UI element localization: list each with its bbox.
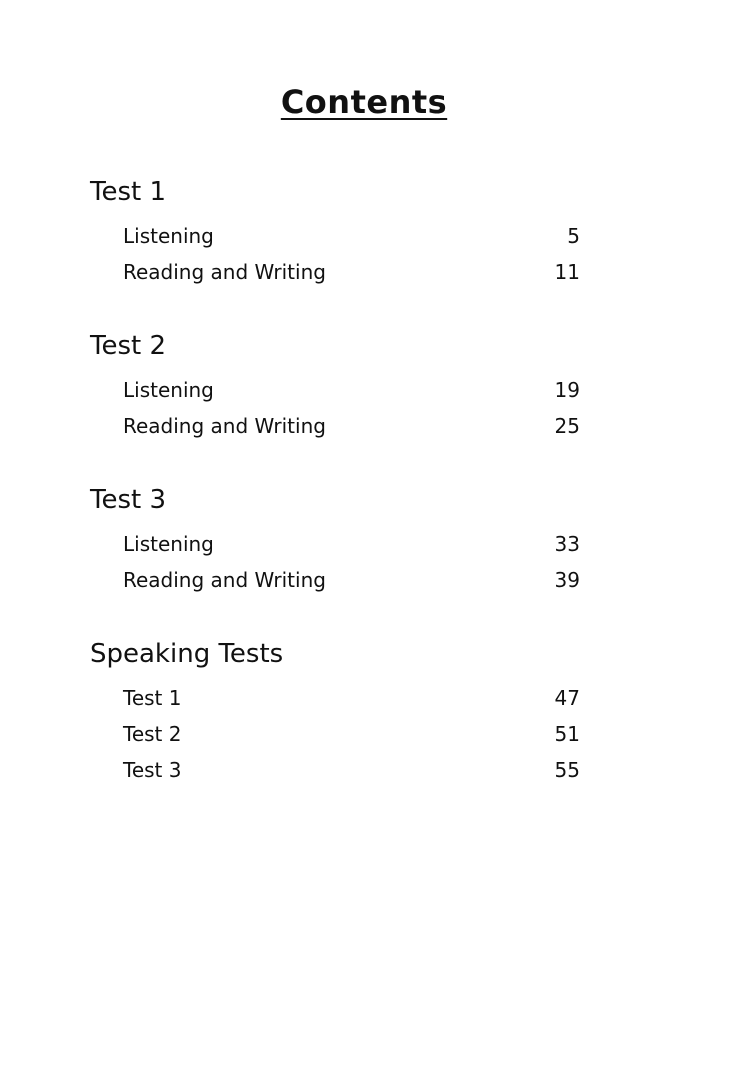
toc-entry[interactable]: [90, 372, 580, 408]
entry-page-number: 25: [554, 414, 580, 438]
toc-entry[interactable]: [90, 716, 580, 752]
toc-entry[interactable]: [90, 562, 580, 598]
entry-label: Test 3: [123, 758, 182, 782]
section-title: Test 3: [90, 485, 167, 515]
toc-section-test-2: [90, 326, 580, 444]
entry-page-number: 47: [554, 686, 580, 710]
section-title: Test 2: [90, 331, 167, 361]
toc-entry[interactable]: [90, 254, 580, 290]
entry-label: Reading and Writing: [123, 414, 326, 438]
entry-page-number: 55: [554, 758, 580, 782]
toc-section-test-1: [90, 172, 580, 290]
page-title: Contents: [280, 83, 448, 122]
entry-page-number: 5: [567, 224, 580, 248]
entry-page-number: 51: [554, 722, 580, 746]
toc-entry[interactable]: [90, 680, 580, 716]
toc-entry[interactable]: [90, 752, 580, 788]
entry-page-number: 11: [554, 260, 580, 284]
entry-label: Listening: [123, 532, 214, 556]
toc-section-test-3: [90, 480, 580, 598]
entry-label: Reading and Writing: [123, 260, 326, 284]
toc-entry[interactable]: [90, 218, 580, 254]
entry-page-number: 39: [554, 568, 580, 592]
section-title: Test 1: [90, 177, 167, 207]
entry-label: Listening: [123, 224, 214, 248]
section-title: Speaking Tests: [90, 639, 284, 669]
toc-section-speaking-tests: [90, 634, 580, 788]
entry-page-number: 33: [554, 532, 580, 556]
entry-label: Test 1: [123, 686, 182, 710]
entry-label: Listening: [123, 378, 214, 402]
toc-entry[interactable]: [90, 408, 580, 444]
toc-entry[interactable]: [90, 526, 580, 562]
entry-label: Test 2: [123, 722, 182, 746]
entry-label: Reading and Writing: [123, 568, 326, 592]
entry-page-number: 19: [554, 378, 580, 402]
table-of-contents: [90, 172, 580, 824]
